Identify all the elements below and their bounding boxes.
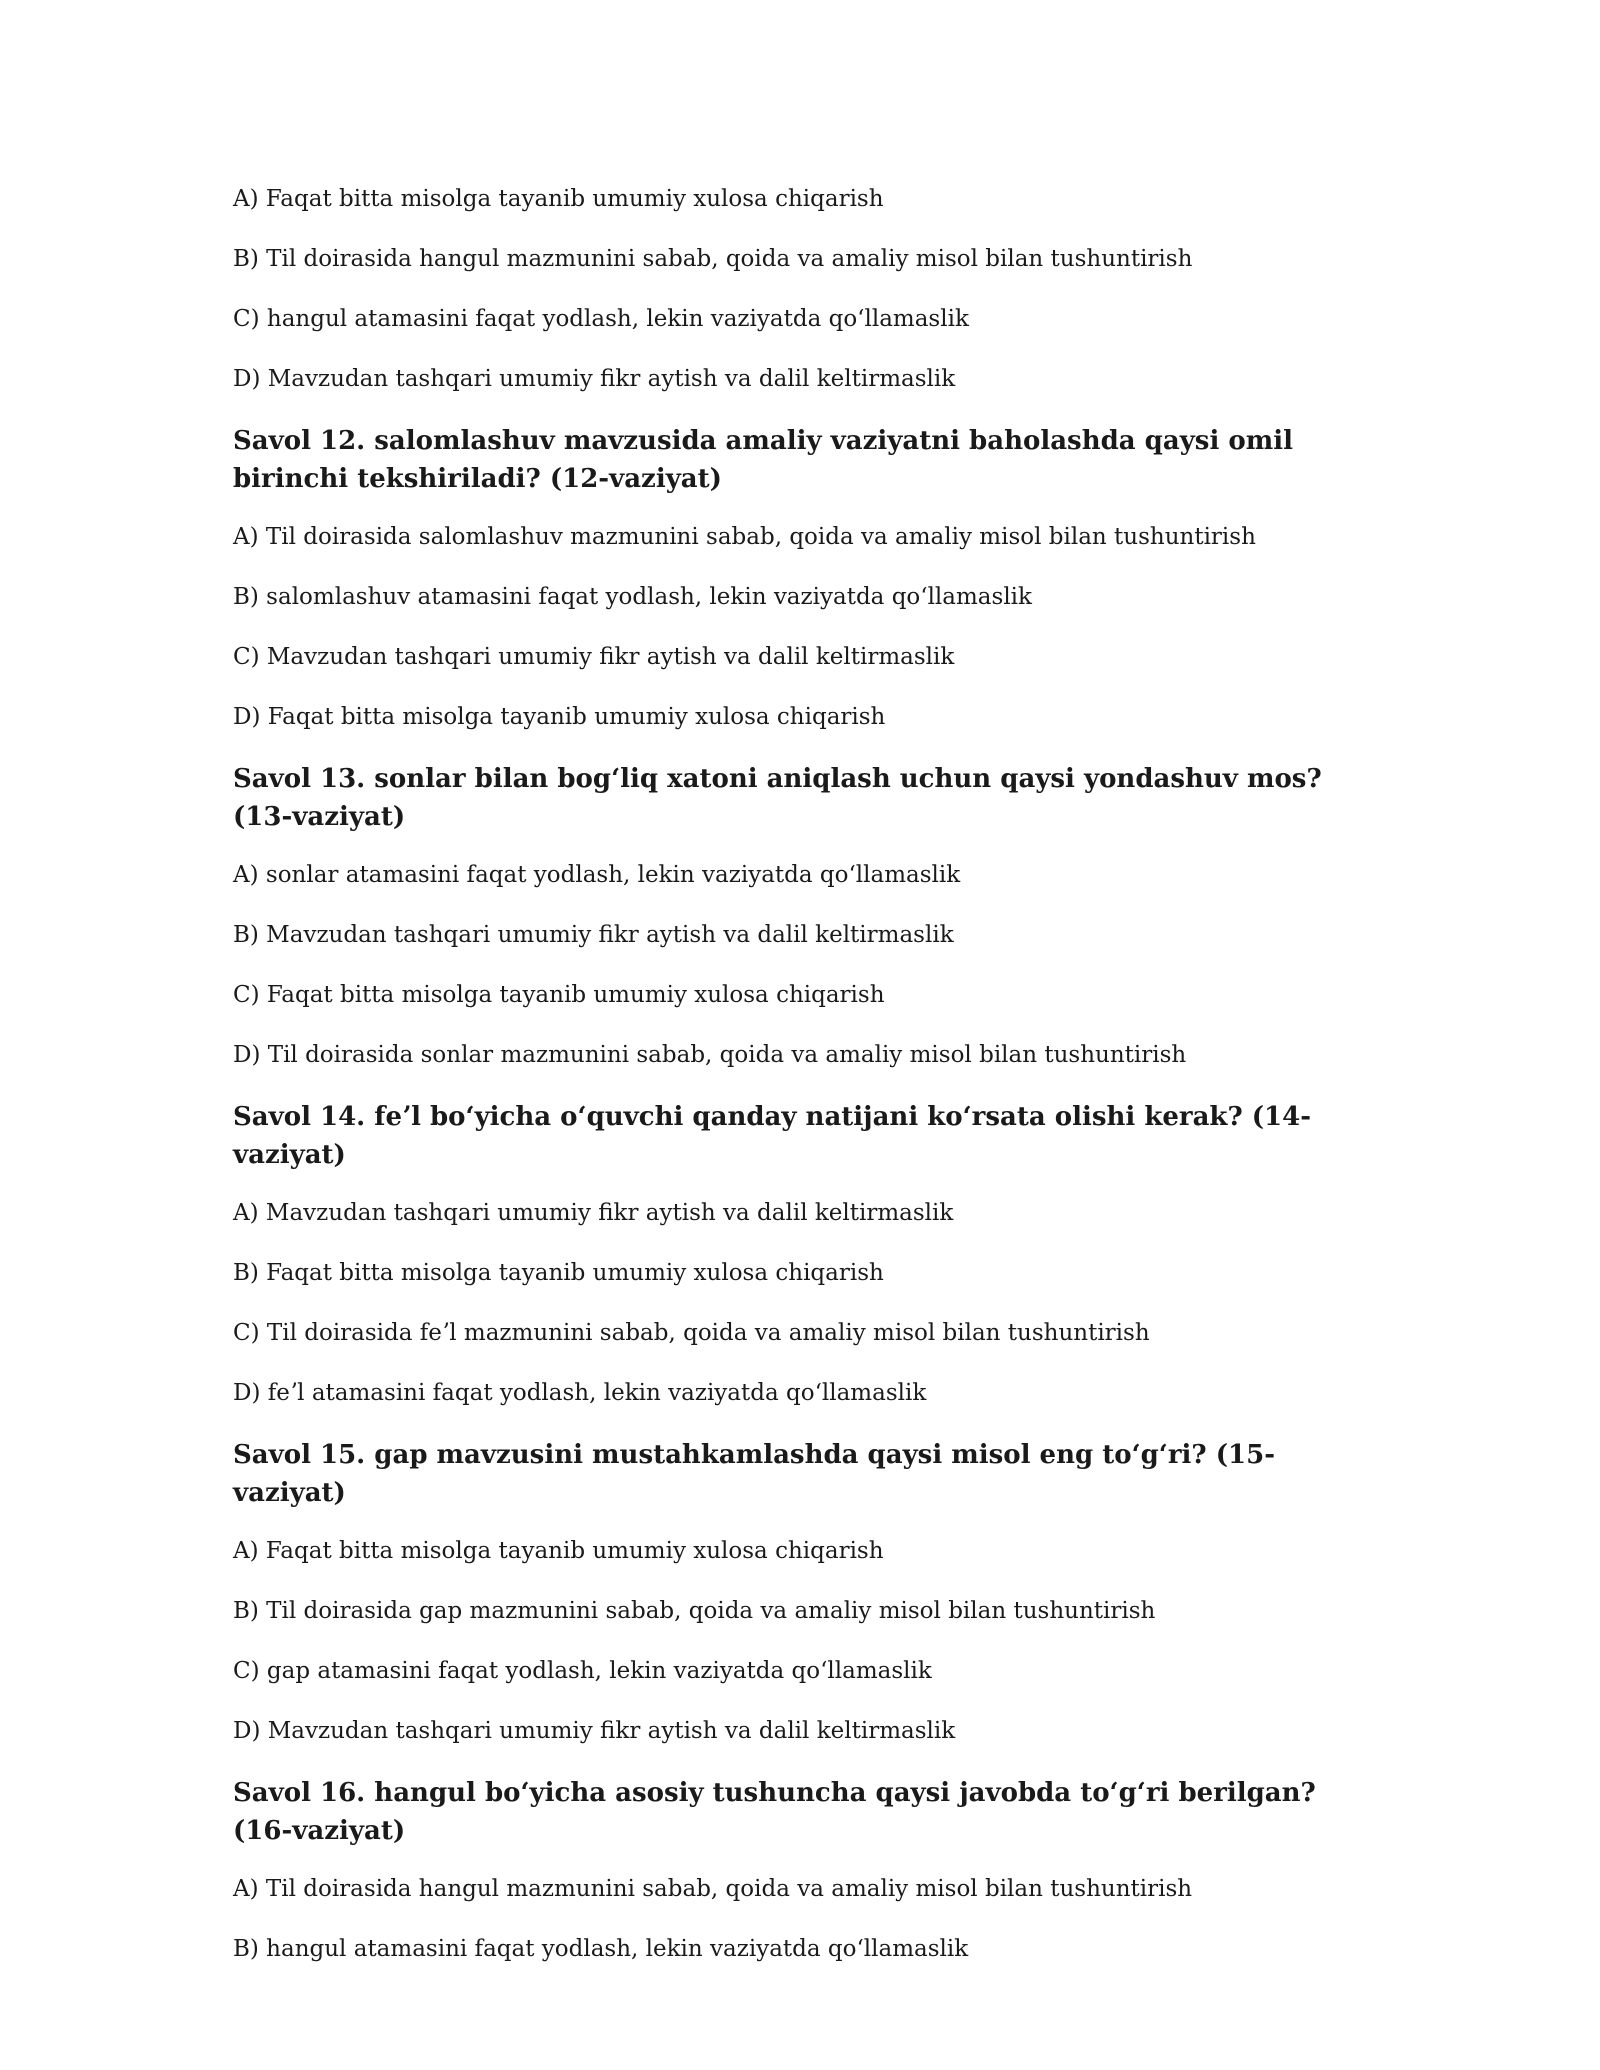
document-content <box>233 182 1383 1992</box>
option-d: D) Mavzudan tashqari umumiy fikr aytish va dalil keltirmaslik <box>233 366 956 392</box>
option-b: B) salomlashuv atamasini faqat yodlash, lekin vaziyatda qoʻllamaslik <box>233 584 1032 610</box>
question-title-13: Savol 13. sonlar bilan bogʻliq xatoni aniqlash uchun qaysi yondashuv mos? (13-vaziyat) <box>233 764 1322 832</box>
option-b: B) Til doirasida gap mazmunini sabab, qoida va amaliy misol bilan tushuntirish <box>233 1598 1156 1624</box>
option-b: B) hangul atamasini faqat yodlash, lekin vaziyatda qoʻllamaslik <box>233 1936 969 1962</box>
option-a: A) Mavzudan tashqari umumiy fikr aytish va dalil keltirmaslik <box>233 1200 954 1226</box>
option-a: A) Faqat bitta misolga tayanib umumiy xulosa chiqarish <box>233 186 884 212</box>
question-title-14: Savol 14. feʼl boʻyicha oʻquvchi qanday natijani koʻrsata olishi kerak? (14-vaziyat) <box>233 1102 1312 1170</box>
option-c: C) Til doirasida feʼl mazmunini sabab, qoida va amaliy misol bilan tushuntirish <box>233 1320 1150 1346</box>
option-d: D) feʼl atamasini faqat yodlash, lekin vaziyatda qoʻllamaslik <box>233 1380 927 1406</box>
option-d: D) Faqat bitta misolga tayanib umumiy xulosa chiqarish <box>233 704 886 730</box>
option-d: D) Til doirasida sonlar mazmunini sabab, qoida va amaliy misol bilan tushuntirish <box>233 1042 1187 1068</box>
option-c: C) hangul atamasini faqat yodlash, lekin vaziyatda qoʻllamaslik <box>233 306 969 332</box>
question-title-12: Savol 12. salomlashuv mavzusida amaliy vaziyatni baholashda qaysi omil birinchi tekshiriladi? (12-vaziyat) <box>233 426 1293 494</box>
option-c: C) Mavzudan tashqari umumiy fikr aytish va dalil keltirmaslik <box>233 644 955 670</box>
option-c: C) gap atamasini faqat yodlash, lekin vaziyatda qoʻllamaslik <box>233 1658 932 1684</box>
option-a: A) Til doirasida salomlashuv mazmunini sabab, qoida va amaliy misol bilan tushuntirish <box>233 524 1256 550</box>
option-d: D) Mavzudan tashqari umumiy fikr aytish va dalil keltirmaslik <box>233 1718 956 1744</box>
question-title-15: Savol 15. gap mavzusini mustahkamlashda qaysi misol eng toʻgʻri? (15-vaziyat) <box>233 1440 1275 1508</box>
option-b: B) Faqat bitta misolga tayanib umumiy xulosa chiqarish <box>233 1260 884 1286</box>
option-b: B) Mavzudan tashqari umumiy fikr aytish va dalil keltirmaslik <box>233 922 954 948</box>
option-b: B) Til doirasida hangul mazmunini sabab, qoida va amaliy misol bilan tushuntirish <box>233 246 1193 272</box>
option-a: A) Faqat bitta misolga tayanib umumiy xulosa chiqarish <box>233 1538 884 1564</box>
option-c: C) Faqat bitta misolga tayanib umumiy xulosa chiqarish <box>233 982 885 1008</box>
option-a: A) sonlar atamasini faqat yodlash, lekin vaziyatda qoʻllamaslik <box>233 862 961 888</box>
option-a: A) Til doirasida hangul mazmunini sabab, qoida va amaliy misol bilan tushuntirish <box>233 1876 1193 1902</box>
question-title-16: Savol 16. hangul boʻyicha asosiy tushuncha qaysi javobda toʻgʻri berilgan? (16-vaziyat) <box>233 1778 1316 1846</box>
